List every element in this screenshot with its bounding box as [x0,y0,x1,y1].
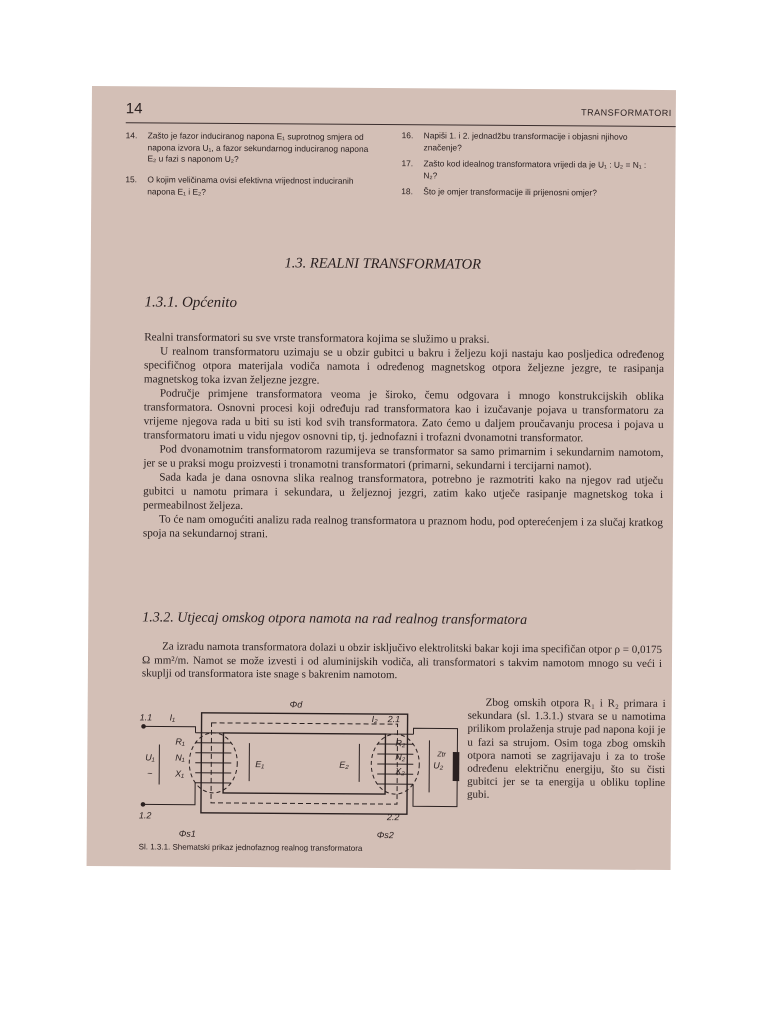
transformer-diagram [139,696,460,848]
subsection-2-title: 1.3.2. Utjecaj omskog otpora namota na rad realnog transformatora [142,610,528,629]
paragraph: Pod dvonamotnim transformatorom razumijeva se transformator sa samo primarnim i sekundarnim namotom, jer se u praksi mogu proizvesti i tronamotni transformatori (primarni, sekundarni i tercijarni namot). [143,443,664,473]
r1-label: R₁ [175,736,185,747]
secondary-lead-bottom [413,780,457,806]
terminal-1-2 [141,803,145,807]
i1-label: I₁ [169,712,175,723]
chapter-title: TRANSFORMATORI [581,107,672,119]
page-header [126,100,676,127]
question-15: 15. O kojim veličinama ovisi efektivna vrijednost induciranih napona E₁ i E₂? [125,174,354,197]
e2-label: E₂ [339,759,349,770]
subsection-1-title: 1.3.1. Općenito [144,294,238,312]
terminal-1-1 [142,725,146,729]
n2-label: N₂ [395,752,406,763]
i2-label: I₂ [371,713,378,725]
question-18: 18. Što je omjer transformacije ili prijenosni omjer? [401,186,597,198]
phi-s1-label: Φs1 [178,828,196,839]
phi-s2-label: Φs2 [376,830,394,841]
figure-caption: Sl. 1.3.1. Shematski prikaz jednofaznog realnog transformatora [138,842,363,853]
page-number: 14 [125,100,143,118]
paragraph: Područje primjene transformatora veoma je široko, čemu odgovara i mnogo konstrukcijskih oblika transformatora. Osnovni procesi koji određuju rad transformatora kao i izučavanje pojava u transformatoru za vrijeme njegova rada u biti su isti kod svih transformatora. Zato ćemo u daljem proučavanju procesa i pojava u transformatoru imati u vidu njegov osnovni tip, tj. jednofazni i trofazni dvonamotni transformator. [143,387,664,445]
question-14: 14. Zašto je fazor induciranog napona E₁ suprotnog smjera od napona izvora U₁, a fazor sekundarnog induciranog napona E₂ u fazi s naponom U₂? [125,130,369,165]
u2-label: U₂ [433,760,444,771]
u1-label: U₁ [145,752,155,763]
load-impedance [453,753,460,781]
source-symbol: ~ [147,768,153,779]
terminal-21-label: 2.1 [387,714,401,725]
paragraph: Za izradu namota transformatora dolazi u obzir isključivo elektrolitski bakar koji ima specifičan otpor ρ = 0,0175 Ω mm²/m. Namot se može izvesti i od aluminijskih vodiča, ali transformatori s takvim namotom mnogo su veći i skuplji od transformatora iste snage s bakrenim namotom. [141,640,663,682]
subsection-1-body [143,330,664,544]
e1-label: E₁ [255,759,265,770]
secondary-lead-top [413,728,457,752]
load-label: Ztr [437,751,446,759]
x2-label: X₂ [395,766,405,777]
phi-d-label: Φd [289,699,303,710]
primary-lead-bottom [143,782,195,804]
paragraph: U realnom transformatoru uzimaju se u obzir gubitci u bakru i željezu koji nastaju kao posljedica određenog specifičnog otpora materijala vodiča namota i određenog magnetskog otpora željezne jezgre, te rasipanja magnetskog toka izvan željezne jezgre. [143,345,665,387]
r2-label: R₂ [395,738,406,749]
section-title: 1.3. REALNI TRANSFORMATOR [284,255,482,273]
paragraph: To će nam omogućiti analizu rada realnog transformatora u praznom hodu, pod opterećenjem i za slučaj kratkog spoja na sekundarnoj strani. [142,513,664,541]
side-paragraph: Zbog omskih otpora R₁ i R₂ primara i sekundara (sl. 1.3.1.) stvara se u namotima prilikom prolaženja struje pad napona koji je u fazi sa strujom. Osim toga zbog omskih otpora namoti se zagrijavaju i za to troše određenu električnu energiju, što su čisti gubitci jer se ta energija u obliku topline gubi. [467,696,666,802]
question-16: 16. Napiši 1. i 2. jednadžbu transformacije i objasni njihovo značenje? [401,130,628,153]
iron-core-inner [223,733,385,794]
x1-label: X₁ [175,768,185,779]
paragraph: Sada kada je dana osnovna slika realnog transformatora, potrebno je razmotriti kako na njegov rad utječu gubitci u namotu primara i sekundara, u željeznoj jezgri, zatim kako utječe rasipanje magnetskog toka i permeabilnost željeza. [143,471,664,513]
book-page [87,86,676,870]
subsection-2-body [142,640,662,684]
main-flux-path [211,723,398,804]
iron-core-outer [201,713,408,814]
terminal-12-label: 1.2 [138,810,152,821]
terminal-22-label: 2.2 [386,812,400,823]
n1-label: N₁ [175,752,185,763]
paragraph: Realni transformatori su sve vrste transformatora kojima se služimo u praksi. [144,331,490,346]
question-17: 17. Zašto kod idealnog transformatora vrijedi da je U₁ : U₂ = N₁ : N₂? [401,158,647,180]
primary-lead-top [143,726,195,732]
terminal-11-label: 1.1 [139,712,153,723]
